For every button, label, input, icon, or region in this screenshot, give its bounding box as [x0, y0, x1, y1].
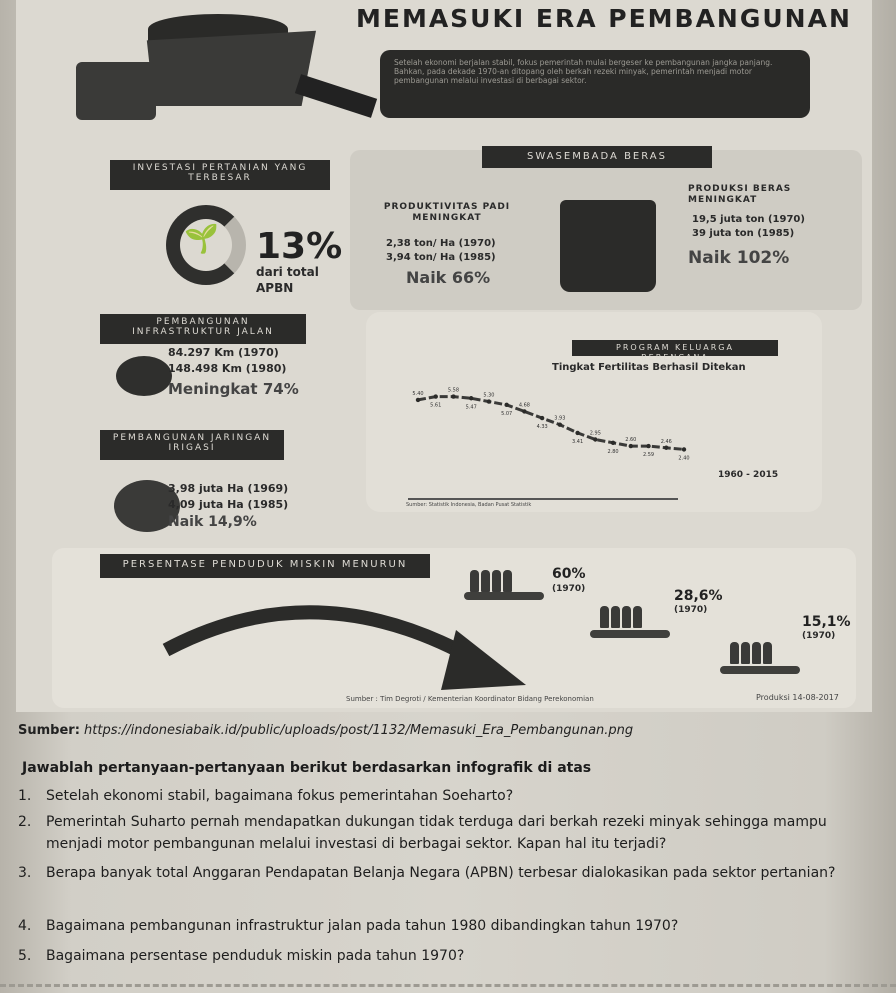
- fertility-data-label: 3.41: [572, 438, 584, 445]
- fertility-data-label: 4.68: [518, 402, 530, 409]
- fertility-point: [593, 437, 597, 441]
- produksi-1985: 39 juta ton (1985): [692, 228, 795, 239]
- fertility-data-label: 5.58: [447, 387, 460, 394]
- page-bottom-divider: [0, 984, 896, 993]
- investasi-label: INVESTASI PERTANIAN YANG TERBESAR: [110, 160, 330, 190]
- p3-value: 15,1%: [802, 614, 851, 630]
- p2-value: 28,6%: [674, 588, 723, 604]
- fertility-point: [575, 431, 579, 435]
- produktivitas-1970: 2,38 ton/ Ha (1970): [386, 238, 496, 249]
- fertility-data-label: 5.61: [430, 402, 442, 409]
- irigasi-1985: 4,09 juta Ha (1985): [168, 498, 289, 511]
- irigasi-1969: 3,98 juta Ha (1969): [168, 482, 289, 495]
- produksi-date: Produksi 14-08-2017: [756, 693, 839, 702]
- fertility-point: [522, 409, 526, 413]
- road-icon: [116, 356, 172, 396]
- fertility-data-label: 5.40: [412, 390, 424, 397]
- fertility-data-label: 2.59: [642, 452, 655, 459]
- fertility-point: [540, 416, 544, 420]
- fertility-point: [487, 399, 491, 403]
- kb-subtitle: Tingkat Fertilitas Berhasil Ditekan: [552, 362, 746, 373]
- p1-value: 60%: [552, 566, 586, 582]
- fertility-data-label: 5.47: [465, 404, 477, 411]
- fertility-data-label: 5.30: [483, 392, 495, 399]
- jalan-1970: 84.297 Km (1970): [168, 346, 279, 359]
- down-trend-arrow-icon: [156, 590, 556, 700]
- fertility-point: [558, 422, 562, 426]
- fertility-point: [629, 444, 633, 448]
- plant-icon: 🌱: [184, 222, 219, 255]
- investasi-caption-2: APBN: [256, 281, 294, 295]
- kb-label: PROGRAM KELUARGA BERENCANA: [572, 340, 778, 356]
- ground-1: [464, 592, 544, 600]
- jalan-label: PEMBANGUNAN INFRASTRUKTUR JALAN: [100, 314, 306, 344]
- produktivitas-label: PRODUKTIVITAS PADI MENINGKAT: [383, 202, 511, 223]
- p1-year: (1970): [552, 584, 586, 594]
- truck-cab-icon: [76, 62, 156, 120]
- people-group-3-icon: [730, 642, 772, 664]
- fertility-line: [418, 397, 684, 450]
- rice-sack-icon: [560, 200, 656, 292]
- fertility-data-label: 2.95: [589, 430, 601, 437]
- fertility-point: [434, 394, 438, 398]
- produksi-1970: 19,5 juta ton (1970): [692, 214, 805, 225]
- ground-3: [720, 666, 800, 674]
- questions-heading: Jawablah pertanyaan-pertanyaan berikut berdasarkan infografik di atas: [22, 760, 592, 776]
- fertility-point: [664, 446, 668, 450]
- fertility-point: [416, 398, 420, 402]
- ground-2: [590, 630, 670, 638]
- p3-year: (1970): [802, 631, 836, 641]
- fertility-data-label: 4.33: [536, 424, 548, 431]
- fertility-point: [451, 394, 455, 398]
- infographic: [16, 0, 872, 712]
- fertility-point: [682, 447, 686, 451]
- fertility-data-label: 5.07: [501, 410, 513, 417]
- p2-year: (1970): [674, 605, 708, 615]
- question-1: 1. Setelah ekonomi stabil, bagaimana fokus pemerintahan Soeharto?: [18, 788, 514, 804]
- fertility-point: [611, 441, 615, 445]
- infographic-title: MEMASUKI ERA PEMBANGUNAN: [356, 4, 852, 33]
- kb-source: Sumber: Statistik Indonesia, Badan Pusat Statistik: [406, 502, 532, 508]
- source-line: [18, 723, 633, 738]
- produktivitas-1985: 3,94 ton/ Ha (1985): [386, 252, 496, 263]
- question-4: 4. Bagaimana pembangunan infrastruktur jalan pada tahun 1980 dibandingkan tahun 1970?: [18, 918, 679, 934]
- kb-range: 1960 - 2015: [718, 470, 779, 480]
- kemiskinan-source: Sumber : Tim Degroti / Kementerian Koordinator Bidang Perekonomian: [346, 695, 594, 703]
- produksi-label: PRODUKSI BERAS MENINGKAT: [688, 184, 792, 205]
- jalan-1980: 148.498 Km (1980): [168, 362, 287, 375]
- investasi-caption-1: dari total: [256, 265, 319, 279]
- produktivitas-naik: Naik 66%: [406, 268, 491, 287]
- kemiskinan-label: PERSENTASE PENDUDUK MISKIN MENURUN: [100, 554, 430, 578]
- fertility-point: [469, 396, 473, 400]
- investasi-value: 13%: [256, 226, 343, 267]
- irigasi-naik: Naik 14,9%: [168, 514, 257, 530]
- fertility-data-label: 2.60: [625, 437, 637, 444]
- fertility-chart: [406, 378, 706, 478]
- source-url: https://indonesiabaik.id/public/uploads/post/1132/Memasuki_Era_Pembangunan.png: [84, 723, 634, 738]
- fertility-data-label: 2.80: [607, 448, 619, 455]
- people-group-2-icon: [600, 606, 642, 628]
- produksi-naik: Naik 102%: [688, 248, 790, 268]
- source-prefix: Sumber:: [18, 723, 80, 738]
- question-5: 5. Bagaimana persentase penduduk miskin pada tahun 1970?: [18, 948, 465, 964]
- jalan-naik: Meningkat 74%: [168, 380, 299, 398]
- kb-axis-line: [408, 498, 678, 500]
- fertility-data-label: 2.46: [660, 438, 672, 445]
- fertility-data-label: 3.93: [554, 415, 566, 422]
- question-3: 3. Berapa banyak total Anggaran Pendapatan Belanja Negara (APBN) terbesar dialokasikan pada sektor pertanian?: [18, 865, 836, 881]
- fertility-data-label: 2.40: [678, 455, 690, 462]
- fertility-point: [646, 444, 650, 448]
- people-group-1-icon: [470, 570, 512, 592]
- question-2: 2. Pemerintah Suharto pernah mendapatkan dukungan tidak terduga dari berkah rezeki minyak sehingga mampu menjadi motor pembangunan melalui investasi di berbagai sektor. Kapan hal itu terjadi?: [18, 814, 827, 852]
- irigasi-label: PEMBANGUNAN JARINGAN IRIGASI: [100, 430, 284, 460]
- fertility-point: [504, 403, 508, 407]
- swasembada-label: SWASEMBADA BERAS: [482, 146, 712, 168]
- truck-arm-icon: [295, 74, 377, 118]
- intro-text: Setelah ekonomi berjalan stabil, fokus pemerintah mulai bergeser ke pembangunan jangka panjang. Bahkan, pada dekade 1970-an ditopang oleh berkah rezeki minyak, pemerintah menjadi motor pembangunan melalui investasi di berbagai sektor.: [380, 50, 810, 118]
